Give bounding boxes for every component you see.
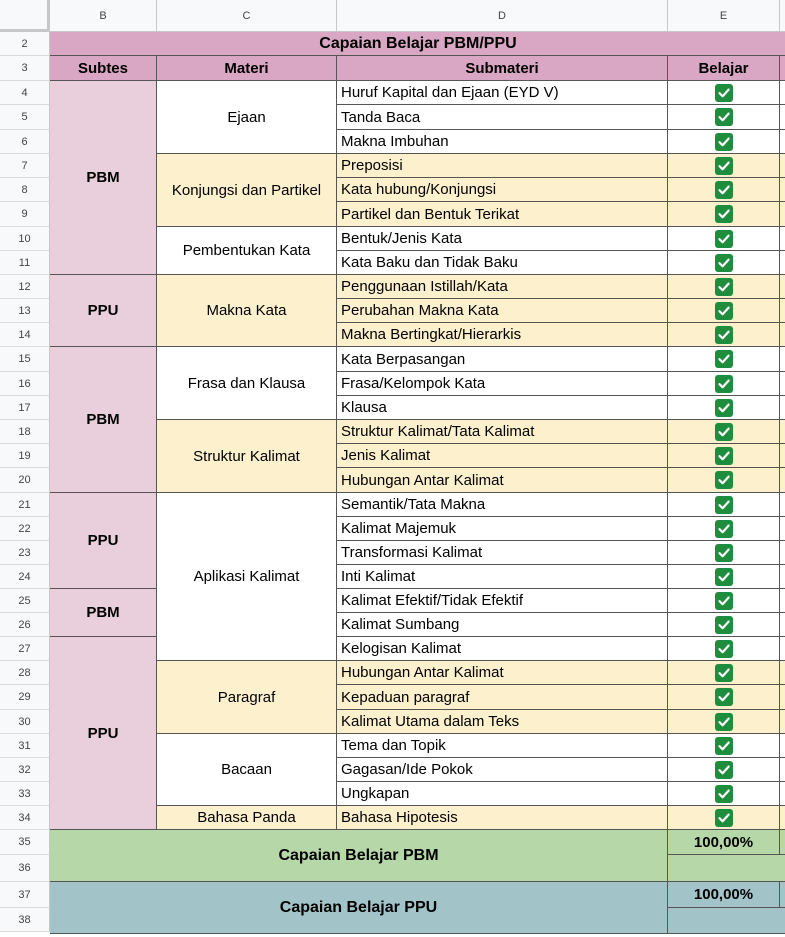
checked-checkbox-icon[interactable] (715, 157, 733, 175)
f-cell (780, 493, 785, 517)
materi-cell: Paragraf (157, 661, 337, 734)
belajar-cell[interactable] (668, 613, 780, 637)
belajar-cell[interactable] (668, 202, 780, 227)
materi-cell: Pembentukan Kata (157, 227, 337, 275)
checked-checkbox-icon[interactable] (715, 230, 733, 248)
summary-ppu-blank (668, 908, 785, 934)
f-cell (780, 420, 785, 444)
row-header[interactable]: 9 (0, 202, 50, 227)
row-header[interactable]: 19 (0, 444, 50, 468)
submateri-cell: Kalimat Majemuk (337, 517, 668, 541)
subtes-cell: PBM (50, 81, 157, 275)
f-cell (780, 734, 785, 758)
materi-cell: Aplikasi Kalimat (157, 493, 337, 661)
f-cell (780, 202, 785, 227)
column-header-d[interactable]: D (337, 0, 668, 32)
header-submateri: Submateri (337, 56, 668, 81)
summary-pbm-f (780, 830, 785, 855)
submateri-cell: Preposisi (337, 154, 668, 178)
f-cell (780, 154, 785, 178)
checked-checkbox-icon[interactable] (715, 254, 733, 272)
checked-checkbox-icon[interactable] (715, 447, 733, 465)
submateri-cell: Partikel dan Bentuk Terikat (337, 202, 668, 227)
submateri-cell: Ungkapan (337, 782, 668, 806)
f-cell (780, 105, 785, 130)
checked-checkbox-icon[interactable] (715, 423, 733, 441)
f-cell (780, 517, 785, 541)
f-cell (780, 758, 785, 782)
f-cell (780, 227, 785, 251)
checked-checkbox-icon[interactable] (715, 205, 733, 223)
row-header[interactable]: 10 (0, 227, 50, 251)
checked-checkbox-icon[interactable] (715, 496, 733, 514)
submateri-cell: Perubahan Makna Kata (337, 299, 668, 323)
submateri-cell: Tema dan Topik (337, 734, 668, 758)
belajar-cell[interactable] (668, 396, 780, 420)
row-header[interactable]: 26 (0, 613, 50, 637)
row-header[interactable]: 4 (0, 81, 50, 105)
f-cell (780, 396, 785, 420)
belajar-cell[interactable] (668, 734, 780, 758)
f-cell (780, 347, 785, 372)
checked-checkbox-icon[interactable] (715, 544, 733, 562)
f-cell (780, 685, 785, 710)
checked-checkbox-icon[interactable] (715, 520, 733, 538)
header-belajar: Belajar (668, 56, 780, 81)
materi-cell: Konjungsi dan Partikel (157, 154, 337, 227)
belajar-cell[interactable] (668, 299, 780, 323)
materi-cell: Struktur Kalimat (157, 420, 337, 493)
belajar-cell[interactable] (668, 251, 780, 275)
checked-checkbox-icon[interactable] (715, 688, 733, 706)
summary-ppu-label: Capaian Belajar PPU (50, 882, 668, 934)
f-cell (780, 806, 785, 830)
f-cell (780, 444, 785, 468)
row-header[interactable]: 11 (0, 251, 50, 275)
belajar-cell[interactable] (668, 444, 780, 468)
column-header-c[interactable]: C (157, 0, 337, 32)
checked-checkbox-icon[interactable] (715, 592, 733, 610)
f-cell (780, 251, 785, 275)
submateri-cell: Makna Imbuhan (337, 130, 668, 154)
subtes-cell: PPU (50, 637, 157, 830)
checked-checkbox-icon[interactable] (715, 350, 733, 368)
submateri-cell: Transformasi Kalimat (337, 541, 668, 565)
f-cell (780, 565, 785, 589)
row-header[interactable]: 33 (0, 782, 50, 806)
submateri-cell: Kelogisan Kalimat (337, 637, 668, 661)
summary-ppu-f (780, 882, 785, 908)
subtes-cell: PBM (50, 589, 157, 637)
belajar-cell[interactable] (668, 685, 780, 710)
checked-checkbox-icon[interactable] (715, 278, 733, 296)
f-cell (780, 81, 785, 105)
materi-cell: Makna Kata (157, 275, 337, 347)
f-cell (780, 541, 785, 565)
submateri-cell: Kata Baku dan Tidak Baku (337, 251, 668, 275)
checked-checkbox-icon[interactable] (715, 84, 733, 102)
checked-checkbox-icon[interactable] (715, 471, 733, 489)
row-header[interactable]: 27 (0, 637, 50, 661)
row-header[interactable]: 13 (0, 299, 50, 323)
subtes-cell: PPU (50, 493, 157, 589)
f-cell (780, 299, 785, 323)
row-header[interactable]: 12 (0, 275, 50, 299)
belajar-cell[interactable] (668, 420, 780, 444)
checked-checkbox-icon[interactable] (715, 133, 733, 151)
belajar-cell[interactable] (668, 661, 780, 685)
materi-cell: Bahasa Panda (157, 806, 337, 830)
row-header[interactable]: 23 (0, 541, 50, 565)
row-header[interactable]: 21 (0, 493, 50, 517)
column-header-b[interactable]: B (50, 0, 157, 32)
column-header-e[interactable]: E (668, 0, 780, 32)
belajar-cell[interactable] (668, 541, 780, 565)
belajar-cell[interactable] (668, 637, 780, 661)
summary-ppu-value: 100,00% (668, 882, 780, 908)
row-header[interactable]: 22 (0, 517, 50, 541)
submateri-cell: Inti Kalimat (337, 565, 668, 589)
belajar-cell[interactable] (668, 758, 780, 782)
submateri-cell: Struktur Kalimat/Tata Kalimat (337, 420, 668, 444)
submateri-cell: Hubungan Antar Kalimat (337, 468, 668, 493)
header-f (780, 56, 785, 81)
checked-checkbox-icon[interactable] (715, 664, 733, 682)
materi-cell: Ejaan (157, 81, 337, 154)
select-all-corner[interactable] (0, 0, 50, 32)
submateri-cell: Jenis Kalimat (337, 444, 668, 468)
belajar-cell[interactable] (668, 130, 780, 154)
f-cell (780, 637, 785, 661)
f-cell (780, 710, 785, 734)
belajar-cell[interactable] (668, 517, 780, 541)
belajar-cell[interactable] (668, 710, 780, 734)
row-header[interactable]: 20 (0, 468, 50, 493)
row-header[interactable]: 5 (0, 105, 50, 130)
belajar-cell[interactable] (668, 782, 780, 806)
f-cell (780, 178, 785, 202)
row-header[interactable]: 14 (0, 323, 50, 347)
row-header[interactable]: 32 (0, 758, 50, 782)
submateri-cell: Hubungan Antar Kalimat (337, 661, 668, 685)
submateri-cell: Kepaduan paragraf (337, 685, 668, 710)
row-header[interactable]: 8 (0, 178, 50, 202)
checked-checkbox-icon[interactable] (715, 737, 733, 755)
belajar-cell[interactable] (668, 81, 780, 105)
submateri-cell: Semantik/Tata Makna (337, 493, 668, 517)
row-header[interactable]: 29 (0, 685, 50, 710)
row-header[interactable]: 37 (0, 882, 50, 908)
belajar-cell[interactable] (668, 806, 780, 830)
submateri-cell: Gagasan/Ide Pokok (337, 758, 668, 782)
belajar-cell[interactable] (668, 154, 780, 178)
summary-pbm-label: Capaian Belajar PBM (50, 830, 668, 882)
checked-checkbox-icon[interactable] (715, 302, 733, 320)
belajar-cell[interactable] (668, 227, 780, 251)
row-header[interactable]: 6 (0, 130, 50, 154)
row-header[interactable]: 36 (0, 855, 50, 882)
row-header[interactable]: 38 (0, 908, 50, 932)
submateri-cell: Kalimat Efektif/Tidak Efektif (337, 589, 668, 613)
belajar-cell[interactable] (668, 323, 780, 347)
row-header[interactable]: 2 (0, 32, 50, 56)
submateri-cell: Kalimat Sumbang (337, 613, 668, 637)
belajar-cell[interactable] (668, 565, 780, 589)
row-header[interactable]: 16 (0, 372, 50, 396)
column-header-f[interactable] (780, 0, 785, 32)
checked-checkbox-icon[interactable] (715, 181, 733, 199)
f-cell (780, 613, 785, 637)
belajar-cell[interactable] (668, 589, 780, 613)
f-cell (780, 782, 785, 806)
belajar-cell[interactable] (668, 347, 780, 372)
submateri-cell: Penggunaan Istillah/Kata (337, 275, 668, 299)
submateri-cell: Kata Berpasangan (337, 347, 668, 372)
belajar-cell[interactable] (668, 372, 780, 396)
checked-checkbox-icon[interactable] (715, 326, 733, 344)
belajar-cell[interactable] (668, 468, 780, 493)
f-cell (780, 372, 785, 396)
row-header[interactable]: 28 (0, 661, 50, 685)
header-materi: Materi (157, 56, 337, 81)
f-cell (780, 130, 785, 154)
row-header[interactable]: 30 (0, 710, 50, 734)
f-cell (780, 661, 785, 685)
submateri-cell: Tanda Baca (337, 105, 668, 130)
row-header[interactable]: 18 (0, 420, 50, 444)
checked-checkbox-icon[interactable] (715, 399, 733, 417)
submateri-cell: Huruf Kapital dan Ejaan (EYD V) (337, 81, 668, 105)
checked-checkbox-icon[interactable] (715, 108, 733, 126)
row-header[interactable]: 31 (0, 734, 50, 758)
row-header[interactable]: 3 (0, 56, 50, 81)
submateri-cell: Kalimat Utama dalam Teks (337, 710, 668, 734)
belajar-cell[interactable] (668, 275, 780, 299)
materi-cell: Frasa dan Klausa (157, 347, 337, 420)
f-cell (780, 275, 785, 299)
sheet-title: Capaian Belajar PBM/PPU (50, 32, 785, 56)
checked-checkbox-icon[interactable] (715, 809, 733, 827)
f-cell (780, 468, 785, 493)
row-header[interactable]: 7 (0, 154, 50, 178)
submateri-cell: Makna Bertingkat/Hierarkis (337, 323, 668, 347)
submateri-cell: Bentuk/Jenis Kata (337, 227, 668, 251)
submateri-cell: Klausa (337, 396, 668, 420)
checked-checkbox-icon[interactable] (715, 640, 733, 658)
f-cell (780, 589, 785, 613)
row-header[interactable]: 35 (0, 830, 50, 855)
row-header[interactable]: 15 (0, 347, 50, 372)
subtes-cell: PBM (50, 347, 157, 493)
checked-checkbox-icon[interactable] (715, 375, 733, 393)
subtes-cell: PPU (50, 275, 157, 347)
row-header[interactable]: 25 (0, 589, 50, 613)
checked-checkbox-icon[interactable] (715, 616, 733, 634)
row-header[interactable]: 34 (0, 806, 50, 830)
belajar-cell[interactable] (668, 493, 780, 517)
summary-pbm-value: 100,00% (668, 830, 780, 855)
f-cell (780, 323, 785, 347)
checked-checkbox-icon[interactable] (715, 568, 733, 586)
header-subtes: Subtes (50, 56, 157, 81)
belajar-cell[interactable] (668, 178, 780, 202)
materi-cell: Bacaan (157, 734, 337, 806)
row-header[interactable]: 17 (0, 396, 50, 420)
belajar-cell[interactable] (668, 105, 780, 130)
submateri-cell: Kata hubung/Konjungsi (337, 178, 668, 202)
row-header[interactable]: 24 (0, 565, 50, 589)
submateri-cell: Frasa/Kelompok Kata (337, 372, 668, 396)
checked-checkbox-icon[interactable] (715, 785, 733, 803)
checked-checkbox-icon[interactable] (715, 761, 733, 779)
summary-pbm-blank (668, 855, 785, 882)
checked-checkbox-icon[interactable] (715, 713, 733, 731)
submateri-cell: Bahasa Hipotesis (337, 806, 668, 830)
